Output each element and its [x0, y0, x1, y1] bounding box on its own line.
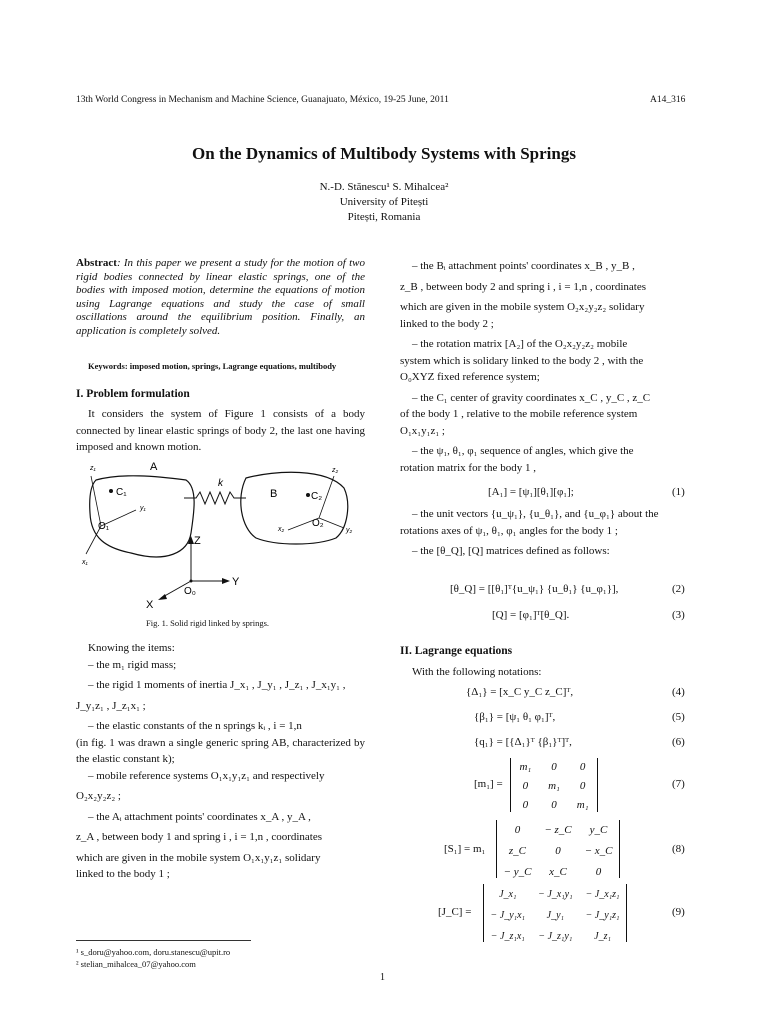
matrix-cell: m₁: [519, 761, 532, 773]
location: Pitești, Romania: [347, 211, 421, 223]
list-item: linked to the body 1 ;: [76, 868, 170, 880]
list-item: (in fig. 1 was drawn a single generic spring AB, characterized by the elastic constant k);: [76, 736, 365, 765]
label-A: A: [150, 461, 158, 473]
list-item: – the rigid 1 moments of inertia J_x₁ , J_y₁ , J_z₁ , J_x₁y₁ ,: [88, 679, 346, 691]
matrix-cell: − z_C: [544, 824, 572, 836]
footnote-rule: [76, 940, 251, 941]
equation-1-number: (1): [672, 486, 685, 498]
list-item: Knowing the items:: [88, 642, 175, 654]
unit-vectors-text: [400, 506, 690, 560]
list-item: – the C₁ center of gravity coordinates x_C , y_C , z_C: [412, 391, 651, 404]
list-item: – the Aᵢ attachment points' coordinates x_A , y_A ,: [88, 810, 311, 823]
list-item: system which is solidary linked to the body 2 , with the: [400, 354, 644, 367]
equation-3: [Q] = [φ₁]ᵀ[θ_Q].: [492, 609, 570, 621]
label-O2: O₂: [312, 518, 324, 529]
list-item: z_A , between body 1 and spring i , i = 1,n , coordinates: [76, 831, 323, 843]
conference-header: 13th World Congress in Mechanism and Machine Science, Guanajuato, México, 19-25 June, 2011: [76, 95, 449, 105]
authors: N.-D. Stănescu¹ S. Mihalcea²: [319, 181, 449, 193]
label-B: B: [270, 488, 278, 500]
list-item: which are given in the mobile system O₂x₂y₂z₂ solidary: [400, 301, 645, 313]
list-item: rotations axes of ψ₁, θ₁, φ₁ angles for the body 1 ;: [400, 524, 618, 537]
list-item: – the elastic constants of the n springs kᵢ , i = 1,n: [88, 720, 302, 732]
matrix-cell: 0: [579, 761, 586, 773]
matrix-cell: z_C: [508, 845, 527, 857]
label-y1: y₁: [140, 505, 146, 512]
section-1-intro: It considers the system of Figure 1 consists of a body connected by linear elastic springs of body 2, the last one having imposed and known motion.: [76, 408, 365, 453]
label-z2: z₂: [332, 467, 339, 474]
list-item: of the body 1 , relative to the mobile reference system: [400, 408, 638, 420]
equation-6: {q₁} = [{Δ₁}ᵀ {β₁}ᵀ]ᵀ,: [474, 736, 572, 748]
equation-9-number: (9): [672, 906, 685, 918]
list-item: rotation matrix for the body 1 ,: [400, 461, 536, 474]
equation-9-matrix: [483, 884, 627, 942]
body-1-outline: [90, 476, 194, 557]
matrix-cell: − x_C: [584, 845, 613, 857]
list-item: – the Bᵢ attachment points' coordinates x_B , y_B ,: [412, 260, 635, 272]
matrix-cell: 0: [579, 780, 586, 792]
equation-8-number: (8): [672, 843, 685, 855]
section-2-title: II. Lagrange equations: [400, 645, 513, 657]
equation-2-number: (2): [672, 583, 685, 595]
matrix-cell: 0: [555, 845, 561, 857]
label-C1: C₁: [116, 487, 127, 498]
list-item: linked to the body 2 ;: [400, 317, 494, 330]
label-O1: O₁: [98, 521, 110, 532]
page-number: 1: [380, 972, 385, 983]
footnote-2: ² stelian_mihalcea_07@yahoo.com: [76, 959, 196, 969]
label-C2: C₂: [311, 491, 323, 502]
c1-point: [109, 489, 113, 493]
equation-8-matrix: [496, 820, 620, 878]
paper-title: On the Dynamics of Multibody Systems with Springs: [192, 144, 576, 163]
equation-8-lhs: [S₁] = m₁: [444, 843, 486, 855]
matrix-cell: m₁: [548, 780, 560, 792]
left-column-items: [76, 640, 365, 883]
matrix-cell: J_x₁: [499, 889, 517, 900]
section-2-intro: With the following notations:: [412, 666, 542, 678]
matrix-cell: − J_z₁y₁: [538, 931, 573, 942]
matrix-cell: − J_y₁x₁: [490, 910, 526, 921]
section-1-title: I. Problem formulation: [76, 388, 190, 400]
matrix-cell: − J_x₁z₁: [585, 889, 620, 900]
equation-7-matrix: [510, 758, 598, 812]
equation-4-number: (4): [672, 686, 685, 698]
equation-5: {β₁} = [ψ₁ θ₁ φ₁]ᵀ,: [474, 711, 556, 723]
matrix-cell: − J_x₁y₁: [538, 889, 573, 900]
matrix-cell: − J_y₁z₁: [585, 910, 620, 921]
label-Z: Z: [194, 535, 201, 547]
list-item: – the ψ₁, θ₁, φ₁ sequence of angles, which give the: [412, 445, 634, 457]
label-k: k: [218, 478, 223, 489]
equation-5-number: (5): [672, 711, 685, 723]
list-item: – the m₁ rigid mass;: [88, 658, 177, 671]
equation-7-number: (7): [672, 778, 685, 790]
equation-2: [θ_Q] = [[θ₁]ᵀ{u_ψ₁} {u_θ₁} {u_φ₁}],: [450, 583, 619, 595]
figure-caption: Fig. 1. Solid rigid linked by springs.: [146, 618, 270, 628]
abstract: [76, 257, 365, 338]
matrix-cell: m₁: [576, 799, 589, 811]
matrix-cell: 0: [522, 799, 529, 811]
list-item: – the unit vectors {u_ψ₁}, {u_θ₁}, and {u_φ₁} about the: [412, 508, 659, 520]
label-y2: y₂: [346, 527, 353, 534]
matrix-cell: − y_C: [503, 866, 532, 878]
label-x2: x₂: [278, 526, 285, 533]
equation-3-number: (3): [672, 609, 685, 621]
equation-4: {Δ₁} = [x_C y_C z_C]ᵀ,: [466, 686, 574, 698]
matrix-cell: 0: [551, 799, 557, 811]
label-Y: Y: [232, 576, 240, 588]
matrix-cell: y_C: [589, 824, 608, 836]
list-item: z_B , between body 2 and spring i , i = 1,n , coordinates: [400, 280, 647, 293]
list-item: – the rotation matrix [A₂] of the O₂x₂y₂z₂ mobile: [412, 338, 628, 350]
affiliation: University of Pitești: [339, 196, 429, 208]
paper-id: A14_316: [650, 95, 686, 105]
label-O0: O₀: [184, 586, 196, 597]
list-item: J_y₁z₁ , J_z₁x₁ ;: [76, 699, 146, 712]
keywords: Keywords: imposed motion, springs, Lagrange equations, multibody: [88, 361, 337, 371]
equation-9-lhs: [J_C] =: [438, 906, 472, 918]
matrix-cell: 0: [514, 824, 521, 836]
list-item: – mobile reference systems O₁x₁y₁z₁ and respectively: [88, 769, 325, 782]
list-item: which are given in the mobile system O₁x₁y₁z₁ solidary: [76, 851, 321, 864]
abstract-label: Abstract: [76, 257, 117, 269]
label-X: X: [146, 599, 154, 611]
footnote-1: ¹ s_doru@yahoo.com, doru.stanescu@upit.ro: [76, 947, 231, 957]
figure-1: [76, 458, 366, 613]
matrix-cell: − J_z₁x₁: [490, 931, 525, 942]
list-item: O₂x₂y₂z₂ ;: [76, 790, 121, 802]
matrix-cell: 0: [551, 761, 557, 773]
right-column-items: [400, 258, 690, 476]
equation-6-number: (6): [672, 736, 685, 748]
equation-1: [A₁] = [ψ₁][θ₁][φ₁];: [488, 486, 574, 498]
abstract-text: : In this paper we present a study for the motion of two rigid bodies connected by linear elastic springs, one of the bodies with imposed motion, determine the equations of motion using Lagrange equations and study the case of small oscillations around the equilibrium position. Finally, an application is completely solved.: [76, 257, 365, 337]
matrix-cell: 0: [595, 866, 602, 878]
list-item: – the [θ_Q], [Q] matrices defined as follows:: [412, 545, 610, 557]
list-item: O₁x₁y₁z₁ ;: [400, 424, 445, 437]
matrix-cell: 0: [522, 780, 529, 792]
matrix-cell: J_y₁: [546, 910, 565, 921]
matrix-cell: x_C: [549, 866, 567, 878]
c2-point: [306, 493, 310, 497]
label-x1: x₁: [82, 559, 88, 566]
equation-7-lhs: [m₁] =: [474, 778, 503, 790]
matrix-cell: J_z₁: [594, 931, 611, 942]
label-z1: z₁: [90, 465, 96, 472]
list-item: O₀XYZ fixed reference system;: [400, 371, 540, 383]
